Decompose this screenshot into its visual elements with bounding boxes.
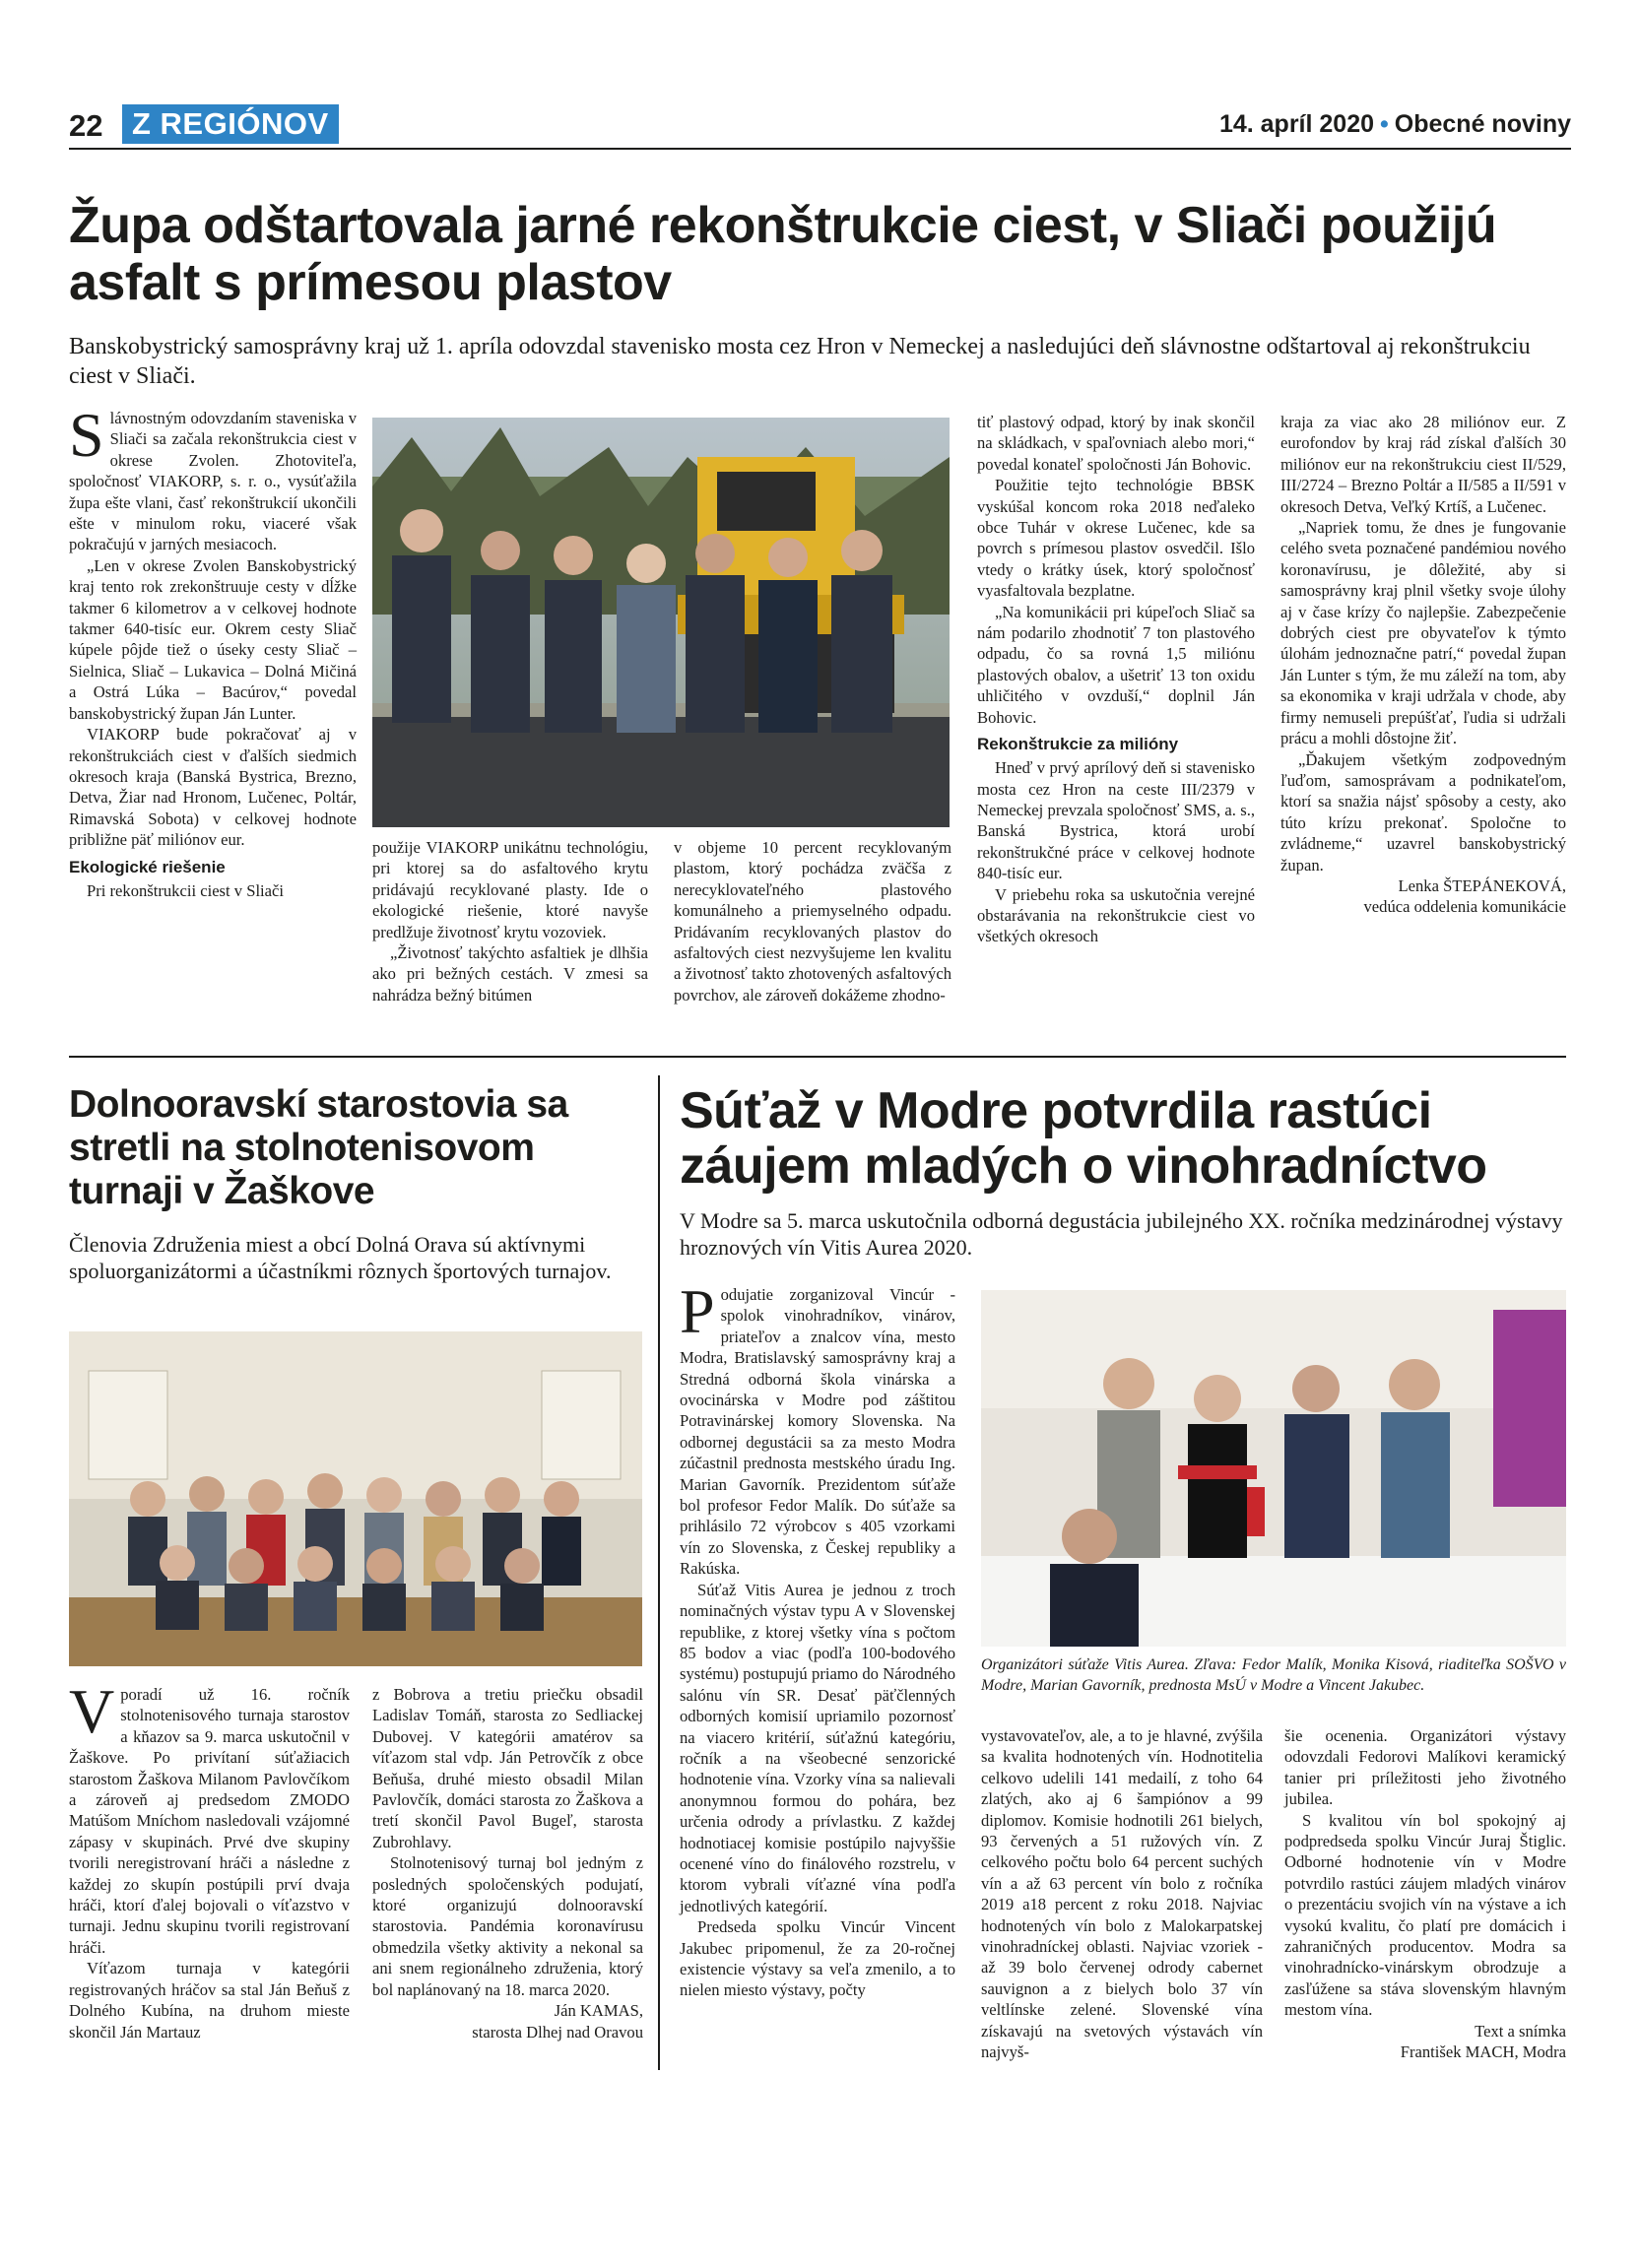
column-divider xyxy=(658,1075,660,2070)
article3-title: Súťaž v Modre potvrdila rastúci záujem mladých o vinohradníctvo xyxy=(680,1082,1487,1195)
article1-column-4 xyxy=(977,412,1255,947)
article2-column-1 xyxy=(69,1676,350,2042)
paragraph: kraja za viac ako 28 miliónov eur. Z eurofondov by kraj rád získal ďalších 30 miliónov eur na rekonštrukciu ciest II/529, III/2724 – Brezno Poltár a II/585 a II/591 v okresoch Detva, Veľký Krtíš, a Lučenec. xyxy=(1280,413,1566,516)
article1-column-3 xyxy=(674,837,951,1005)
article3-column-1 xyxy=(680,1276,955,2001)
article1-lead: Banskobystrický samosprávny kraj už 1. apríla odovzdal stavenisko mosta cez Hron v Nemeckej a nasledujúci deň slávnostne odštartoval aj rekonštrukciu ciest v Sliači. xyxy=(69,334,1531,389)
author-name: Ján KAMAS, xyxy=(554,2001,643,2021)
article1-column-5 xyxy=(1280,412,1566,918)
paragraph: šie ocenenia. Organizátori výstavy odovzdali Fedorovi Malíkovi keramický tanier pri príležitosti jeho životného jubilea. xyxy=(1284,1726,1566,1809)
paragraph: „Napriek tomu, že dnes je fungovanie celého sveta poznačené pandémiou nového koronavírusu, je dôležité, aby si samosprávny kraj plnil všetky svoje úlohy aj v čase krízy čo najlepšie. Zabezpečenie dobrých ciest pre obyvateľov k týmto úlohám jednoznačne patrí,“ povedal župan Ján Lunter s tým, že mu záleží na tom, aby sa ekonomika v kraji udržala v chode, aby firmy nemuseli prepúšťať, ľudia si udržali prácu a mohli dôstojne žiť. xyxy=(1280,518,1566,748)
publication-name: Obecné noviny xyxy=(1394,110,1571,138)
dropcap: S xyxy=(69,400,104,470)
article3-lead: V Modre sa 5. marca uskutočnila odborná degustácia jubilejného XX. ročníka medzinárodnej výstavy hroznových vín Vitis Aurea 2020. xyxy=(680,1208,1563,1260)
article3-photo xyxy=(981,1290,1566,1647)
article2-lead: Členovia Združenia miest a obcí Dolná Orava sú aktívnymi spoluorganizátormi a účastníkmi rôznych športových turnajov. xyxy=(69,1232,612,1283)
photo-officials-road xyxy=(372,418,950,827)
subheading: Ekologické riešenie xyxy=(69,857,226,876)
paragraph: Použitie tejto technológie BBSK vyskúšal koncom roka 2018 neďaleko obce Tuhár v okrese Lučenec, kde sa povrch s prímesou plastov osvedčil. Išlo vtedy o krátky úsek, ktorý spoločnosť vyasfaltovala bezplatne. xyxy=(977,476,1255,601)
paragraph: „Na komunikácii pri kúpeľoch Sliač sa nám podarilo zhodnotiť 7 ton plastového odpadu, čo sa rovná 1,5 miliónu plastových obalov, a ušetriť 13 ton oxidu uhličitého v ovzduší,“ doplnil Ján Bohovic. xyxy=(977,602,1255,727)
dropcap: P xyxy=(680,1276,715,1346)
subheading: Rekonštrukcie za milióny xyxy=(977,735,1179,754)
dropcap: V xyxy=(69,1676,115,1746)
article2-title: Dolnooravskí starostovia sa stretli na stolnotenisovom turnaji v Žaškove xyxy=(69,1083,568,1212)
paragraph: Hneď v prvý aprílový deň si stavenisko mosta cez Hron na ceste III/2379 v Nemeckej prevzala spoločnosť SMS, a. s., Banská Bystrica, ktorá urobí rekonštrukčné práce v celkovej hodnote 840-tisíc eur. xyxy=(977,758,1255,883)
paragraph: VIAKORP bude pokračovať aj v rekonštrukciách ciest v ďalších siedmich okresoch kraja (Banská Bystrica, Brezno, Detva, Žiar nad Hronom, Lučenec, Poltár, Rimavská Sobota) v celkovej hodnote približne päť miliónov eur. xyxy=(69,725,357,850)
paragraph: V priebehu roka sa uskutočnia verejné obstarávania na rekonštrukcie ciest vo všetkých okresoch xyxy=(977,884,1255,946)
author-role: vedúca oddelenia komunikácie xyxy=(1363,897,1566,917)
page-number: 22 xyxy=(69,108,103,143)
page-header xyxy=(69,104,1571,148)
photo-table-tennis-group xyxy=(69,1331,642,1666)
article1-column-1 xyxy=(69,400,357,901)
issue-separator: • xyxy=(1380,110,1389,138)
article1-column-2 xyxy=(372,837,648,1005)
article2-photo xyxy=(69,1331,642,1666)
paragraph: Predseda spolku Vincúr Vincent Jakubec pripomenul, že za 20-ročnej existencie výstavy sa veľa zmenilo, a to nielen miesto výstavy, počty xyxy=(680,1917,955,2000)
issue-info xyxy=(1219,110,1571,139)
header-rule xyxy=(69,148,1571,150)
paragraph: „Ďakujem všetkým zodpovedným ľuďom, samosprávam a podnikateľom, ktorí sa snažia nájsť spôsoby a cesty, ako túto krízu prekonať. Spoločne to zvládneme,“ uzavrel banskobystrický župan. xyxy=(1280,749,1566,875)
article2-column-2 xyxy=(372,1684,643,2042)
article1-title: Župa odštartovala jarné rekonštrukcie ciest, v Sliači použijú asfalt s prímesou plastov xyxy=(69,197,1497,311)
paragraph: Stolnotenisový turnaj bol jedným z posledných spoločenských podujatí, ktoré organizujú dolnooravskí starostovia. Pandémia koronavírusu obmedzila všetky aktivity a nekonal sa ani snem regionálneho združenia, ktorý bol naplánovaný na 18. marca 2020. xyxy=(372,1853,643,1999)
paragraph: S kvalitou vín bol spokojný aj podpredseda spolku Vincúr Juraj Štiglic. Odborné hodnotenie vín v Modre potvrdilo rastúci záujem mladých vinárov o prezentáciu svojich vín na výstave a ich vysokú kvalitu, čo platí pre domácich i zahraničných producentov. Modra sa vinohradnícko-vinárskym obrodzuje a zasľúžene sa stáva slovenským hlavným mestom vína. xyxy=(1284,1810,1566,2020)
paragraph: poradí už 16. ročník stolnotenisového turnaja starostov a kňazov sa 9. marca uskutočnil v Žaškove. Po privítaní súťažiacich starostom Žaškova Milanom Pavlovčíkom a zároveň aj predsedom ZMODO Matúšom Mníchom nasledovali vzájomné zápasy v skupinách. Prvé dve skupiny tvorili neregistrovaní hráči a následne z každej zo skupín postúpili prví dvaja hráči, ktorí ďalej bojovali o víťazstvo v turnaji. Jednu skupinu tvorili registrovaní hráči. xyxy=(69,1685,350,1957)
paragraph: vystavovateľov, ale, a to je hlavné, zvýšila sa kvalita hodnotených vín. Hodnotitelia celkovo udelili 141 medailí, z toho 64 zlatých, ako aj 6 šampiónov a 99 diplomov. Komisie hodnotili 261 bielych, 93 červených a 51 ružových vín. Z celkového počtu bolo 64 percent suchých vín a až 63 percent vín bolo z ročníka 2019 a18 percent z roku 2018. Najviac hodnotených vín bolo z Malokarpatskej vinohradníckej oblasti. Najviac vzoriek - až 39 bolo červenej odrody cabernet sauvignon a z bielych bolo 37 vín veltlínske zelené. Slovenské vína získavajú na svetových výstavách vín najvyš- xyxy=(981,1726,1263,2062)
paragraph: odujatie zorganizoval Vincúr - spolok vinohradníkov, vinárov, priateľov a znalcov vína, mesto Modra, Bratislavský samosprávny kraj a Stredná odborná škola vinárska a ovocinárska v Modre pod záštitou Potravinárskej komory Slovenska. Na odbornej degustácii sa za mesto Modra zúčastnil prednosta mestského úradu Ing. Marian Gavorník. Prezidentom súťaže bol profesor Fedor Malík. Do súťaže sa prihlásilo 72 výrobcov s 405 vzorkami vín zo Slovenska, z Českej republiky a Rakúska. xyxy=(680,1285,955,1579)
author-name: Lenka ŠTEPÁNEKOVÁ, xyxy=(1398,875,1566,895)
author-name: Text a snímka xyxy=(1475,2021,1566,2041)
article-divider xyxy=(69,1056,1566,1058)
paragraph: tiť plastový odpad, ktorý by inak skončil na skládkach, v spaľovniach alebo mori,“ povedal konateľ spoločnosti Ján Bohovic. xyxy=(977,413,1255,474)
photo-wine-organizers xyxy=(981,1290,1566,1647)
author-role: František MACH, Modra xyxy=(1400,2042,1566,2062)
paragraph: použije VIAKORP unikátnu technológiu, pri ktorej sa do asfaltového krytu pridávajú recyklované plasty. Ide o ekologické riešenie, ktoré navyše predlžuje životnosť krytu vozoviek. xyxy=(372,838,648,941)
section-badge: Z REGIÓNOV xyxy=(122,104,339,144)
article3-column-3 xyxy=(1284,1725,1566,2063)
paragraph: Súťaž Vitis Aurea je jednou z troch nominačných výstav typu A v Slovenskej republike, z ktorej všetky vína s počtom 85 bodov a viac (podľa 100-bodového systému) postupujú priamo do Národného salónu vín SR. Desať päťčlenných odborných komisií upriamilo pozornosť na viacero kritérií, súťažnú kategóriu, ročník a na všeobecné senzorické hodnotenie vína. Vzorky vína sa nalievali anonymnou formou do pohára, bez určenia odrody a prívlastku. Z každej hodnotiacej komisie postúpilo najvyššie ocenené víno do finálového rozstrelu, v ktorom vybrali víťazné vína podľa jednotlivých kategórií. xyxy=(680,1580,955,1915)
paragraph: „Len v okrese Zvolen Banskobystrický kraj tento rok zrekonštruuje cesty v dĺžke takmer 6 kilometrov a v celkovej hodnote takmer 640-tisíc eur. Okrem cesty Sliač kúpele pôjde tiež o úseky cesty Sliač – Sielnica, Sliač – Lukavica – Dolná Mičiná a Ostrá Lúka – Bacúrov,“ povedal banskobystrický župan Ján Lunter. xyxy=(69,555,357,723)
author-role: starosta Dlhej nad Oravou xyxy=(472,2022,643,2041)
paragraph: Víťazom turnaja v kategórii registrovaných hráčov sa stal Ján Beňuš z Dolného Kubína, na druhom mieste skončil Ján Martauz xyxy=(69,1959,350,2041)
paragraph: z Bobrova a tretiu priečku obsadil Ladislav Tomáň, starosta zo Sedliackej Dubovej. V kategórii amatérov sa víťazom stal vdp. Ján Petrovčík z obce Beňuša, druhé miesto obsadil Milan Pavlovčík, domáci starosta zo Žaškova a tretí skončil Pavol Bugeľ, starosta Zubrohlavy. xyxy=(372,1685,643,1851)
issue-date: 14. apríl 2020 xyxy=(1218,110,1375,138)
paragraph: lávnostným odovzdaním staveniska v Sliači sa začala rekonštrukcia ciest v okrese Zvolen. Zhotoviteľa, spoločnosť VIAKORP, s. r. o., vysúťažila župa ešte vlani, časť rekonštrukcií ukončili ešte v minulom roku, viaceré však pokračujú v jarných mesiacoch. xyxy=(69,409,357,554)
paragraph: v objeme 10 percent recyklovaným plastom, ktorý pochádza zväčša z nerecyklovateľného plastového komunálneho a priemyselného odpadu. Pridávaním recyklovaných plastov do asfaltových ciest nezvyšujeme len kvalitu a životnosť takto zhotovených asfaltových povrchov, ale zároveň dokážeme zhodno- xyxy=(674,838,951,1004)
paragraph: Pri rekonštrukcii ciest v Sliači xyxy=(87,880,285,900)
article1-photo xyxy=(372,418,950,827)
photo-caption: Organizátori súťaže Vitis Aurea. Zľava: Fedor Malík, Monika Kisová, riaditeľka SOŠVO v Modre, Marian Gavorník, prednosta MsÚ v Modre a Vincent Jakubec. xyxy=(981,1656,1566,1694)
article3-column-2 xyxy=(981,1725,1263,2063)
paragraph: „Životnosť takýchto asfaltiek je dlhšia ako pri bežných cestách. V zmesi sa nahrádza bežný bitúmen xyxy=(372,943,648,1004)
